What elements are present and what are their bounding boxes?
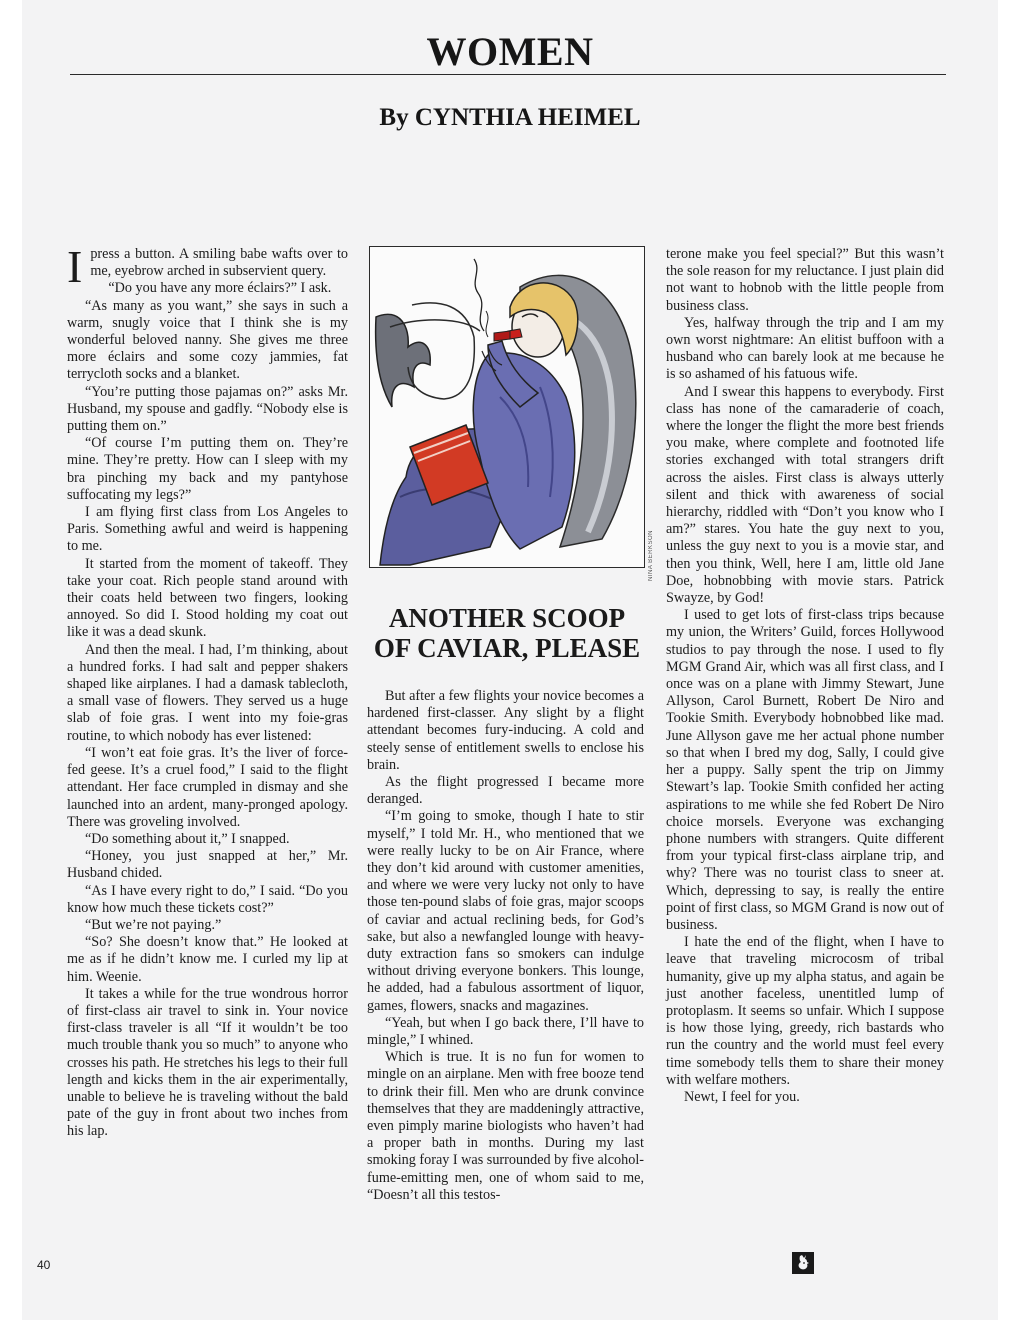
- paragraph: Yes, halfway through the trip and I am my own worst nightmare: An elitist buffoon with a husband who can barely look at me because he is so ashamed of his fatuous wife.: [666, 314, 944, 383]
- paragraph: And I swear this happens to everybody. First class has none of the camaraderie of coach, where the longer the flight the more best friends you make, where complete and footnoted life stories exchanged with total strangers drift across the aisles. First class is always utterly silent and thick with awareness of social hierarchy, riddled with “Don’t you know who I am?” stares. You hate the guy next to you, unless the guy next to you is a movie star, and then you think, Well, here I am, little old Jane Doe, hobnobbing with movie stars. Patrick Swayze, by God!: [666, 383, 944, 607]
- paragraph: “Do you have any more éclairs?” I ask.: [108, 280, 332, 297]
- paragraph: Which is true. It is no fun for women to mingle on an airplane. Men with free booze tend to drink their fill. Men who are drunk convince themselves that they are maddeningly attractive, even pimply marine biologists who haven’t had a proper bath in months. During my last smoking foray I was surrounded by five alcohol-fume-emitting men, one of whom said to me, “Doesn’t all this testos-: [367, 1049, 644, 1203]
- rabbit-logo-icon: [792, 1252, 814, 1274]
- subhead: [369, 603, 645, 663]
- subhead-line-2: OF CAVIAR, PLEASE: [373, 633, 641, 663]
- paragraph: “So? She doesn’t know that.” He looked at me as if he didn’t know me. I curled my lip at him. Weenie.: [67, 934, 348, 985]
- paragraph: Newt, I feel for you.: [684, 1088, 800, 1105]
- woman-smoking-illustration: [370, 247, 644, 567]
- page-title: WOMEN: [426, 29, 594, 74]
- dropcap: I: [67, 241, 83, 292]
- paragraph: “As I have every right to do,” I said. “Do you know how much these tickets cost?”: [67, 882, 348, 916]
- paragraph: As the flight progressed I became more deranged.: [367, 774, 644, 808]
- paragraph: It takes a while for the true wondrous horror of first-class air travel to sink in. Your novice first-class traveler is all “If it wouldn’t be too much trouble thank you so much” to anyone who crosses his path. He stretches his legs to their full length and kicks them in the air experimentally, unable to believe he is traveling without the bald pate of the guy in front about two inches from his lap.: [67, 985, 348, 1140]
- title-rule: [70, 74, 946, 75]
- paragraph: It started from the moment of takeoff. They take your coat. Rich people stand around with their coats held between two fingers, looking annoyed. So did I. Stood holding my coat out like it was a dead skunk.: [67, 555, 348, 641]
- byline: By CYNTHIA HEIMEL: [379, 104, 641, 131]
- paragraph: I am flying first class from Los Angeles to Paris. Something awful and weird is happening to me.: [67, 504, 348, 555]
- paragraph: “Do something about it,” I snapped.: [85, 830, 290, 847]
- paragraph: But after a few flights your novice becomes a hardened first-classer. Any slight by a flight attendant becomes fury-inducing. A cold and steely sense of entitlement swells to enclose his brain.: [367, 688, 644, 773]
- paragraph: “Yeah, but when I go back there, I’ll have to mingle,” I whined.: [367, 1014, 644, 1049]
- paragraph: I hate the end of the flight, when I have to leave that traveling microcosm of tribal humanity, give up my alpha status, and again be just another faceless, unentitled lump of protoplasm. It seems so unfair. Which I suppose is how those lying, greedy, rich bastards who run the country and the world must feel every time somebody tells them to share their money with welfare mothers.: [666, 934, 944, 1088]
- article-column-1: [67, 241, 348, 1141]
- lead-paragraph-text: press a button. A smiling babe wafts over to me, eyebrow arched in subservient query.: [90, 246, 348, 280]
- article-column-3: [666, 246, 944, 1106]
- page-number: 40: [37, 1258, 51, 1272]
- paragraph: “Of course I’m putting them on. They’re mine. They’re pretty. How can I sleep with my bra pinching my back and my pantyhose suffocating my legs?”: [67, 435, 348, 503]
- subhead-line-1: ANOTHER SCOOP: [388, 603, 626, 633]
- paragraph: “I won’t eat foie gras. It’s the liver of force-fed geese. It’s a cruel food,” I said to the flight attendant. Her face crumpled in dismay and she launched into an ardent, many-pronged apology. There was groveling involved.: [67, 744, 348, 830]
- paragraph: I used to get lots of first-class trips because my union, the Writers’ Guild, forces Hollywood studios to pay through the nose. I used to fly MGM Grand Air, which was all first class, and I once was on a plane with Jimmy Stewart, June Allyson, Carol Burnett, Robert De Niro and Tookie Smith. Everybody hobnobbed like mad. June Allyson gave me her actual phone number so that when I bred my dog, Sally, I could give her a puppy. Sally spent the trip on Jimmy Stewart’s lap. Tookie Smith confided her acting aspirations to me while she fed Robert De Niro choice morsels. Everyone was exchanging phone numbers with strangers. Quite different from your typical first-class airplane trip, and why? There was no tourist class to sneer at. Which, depressing to say, is really the entire point of first class, so MGM Grand is now out of business.: [666, 607, 944, 933]
- article-column-2: [367, 688, 644, 1204]
- paragraph: “As many as you want,” she says in such a warm, snugly voice that I think she is my wonderful beloved nanny. She gives me three more éclairs and some cozy jammies, fat terrycloth socks and a blanket.: [67, 297, 348, 383]
- paragraph: “But we’re not paying.”: [85, 916, 222, 933]
- paragraph: And then the meal. I had, I’m thinking, about a hundred forks. I had salt and pepper shakers shaped like airplanes. I had a damask tablecloth, a small vase of flowers. They served us a huge slab of foie gras. I went into my foie-gras routine, to which nobody has ever listened:: [67, 641, 348, 744]
- continued-paragraph: terone make you feel special?” But this wasn’t the sole reason for my reluctance. I just plain did not want to hobnob with the little people from business class.: [666, 246, 944, 314]
- illustration: [369, 246, 645, 568]
- illustration-credit: NINA BERKSON: [648, 530, 654, 582]
- paragraph: “You’re putting those pajamas on?” asks Mr. Husband, my spouse and gadfly. “Nobody else is putting them on.”: [67, 383, 348, 435]
- paragraph: “I’m going to smoke, though I hate to stir myself,” I told Mr. H., who mentioned that we were really lucky to be on Air France, where they don’t kid around with customer amenities, and where we were very lucky not only to have those ten-pound slabs of foie gras, major scoops of caviar and actual reclining beds, for God’s sake, but also a newfangled lounge with heavy-duty extraction fans so smokers can indulge without driving everyone bonkers. This lounge, he added, had a fabulous assortment of liquor, games, flowers, snacks and magazines.: [367, 808, 644, 1014]
- paragraph: “Honey, you just snapped at her,” Mr. Husband chided.: [67, 848, 348, 882]
- rabbit-head-icon: [792, 1252, 814, 1274]
